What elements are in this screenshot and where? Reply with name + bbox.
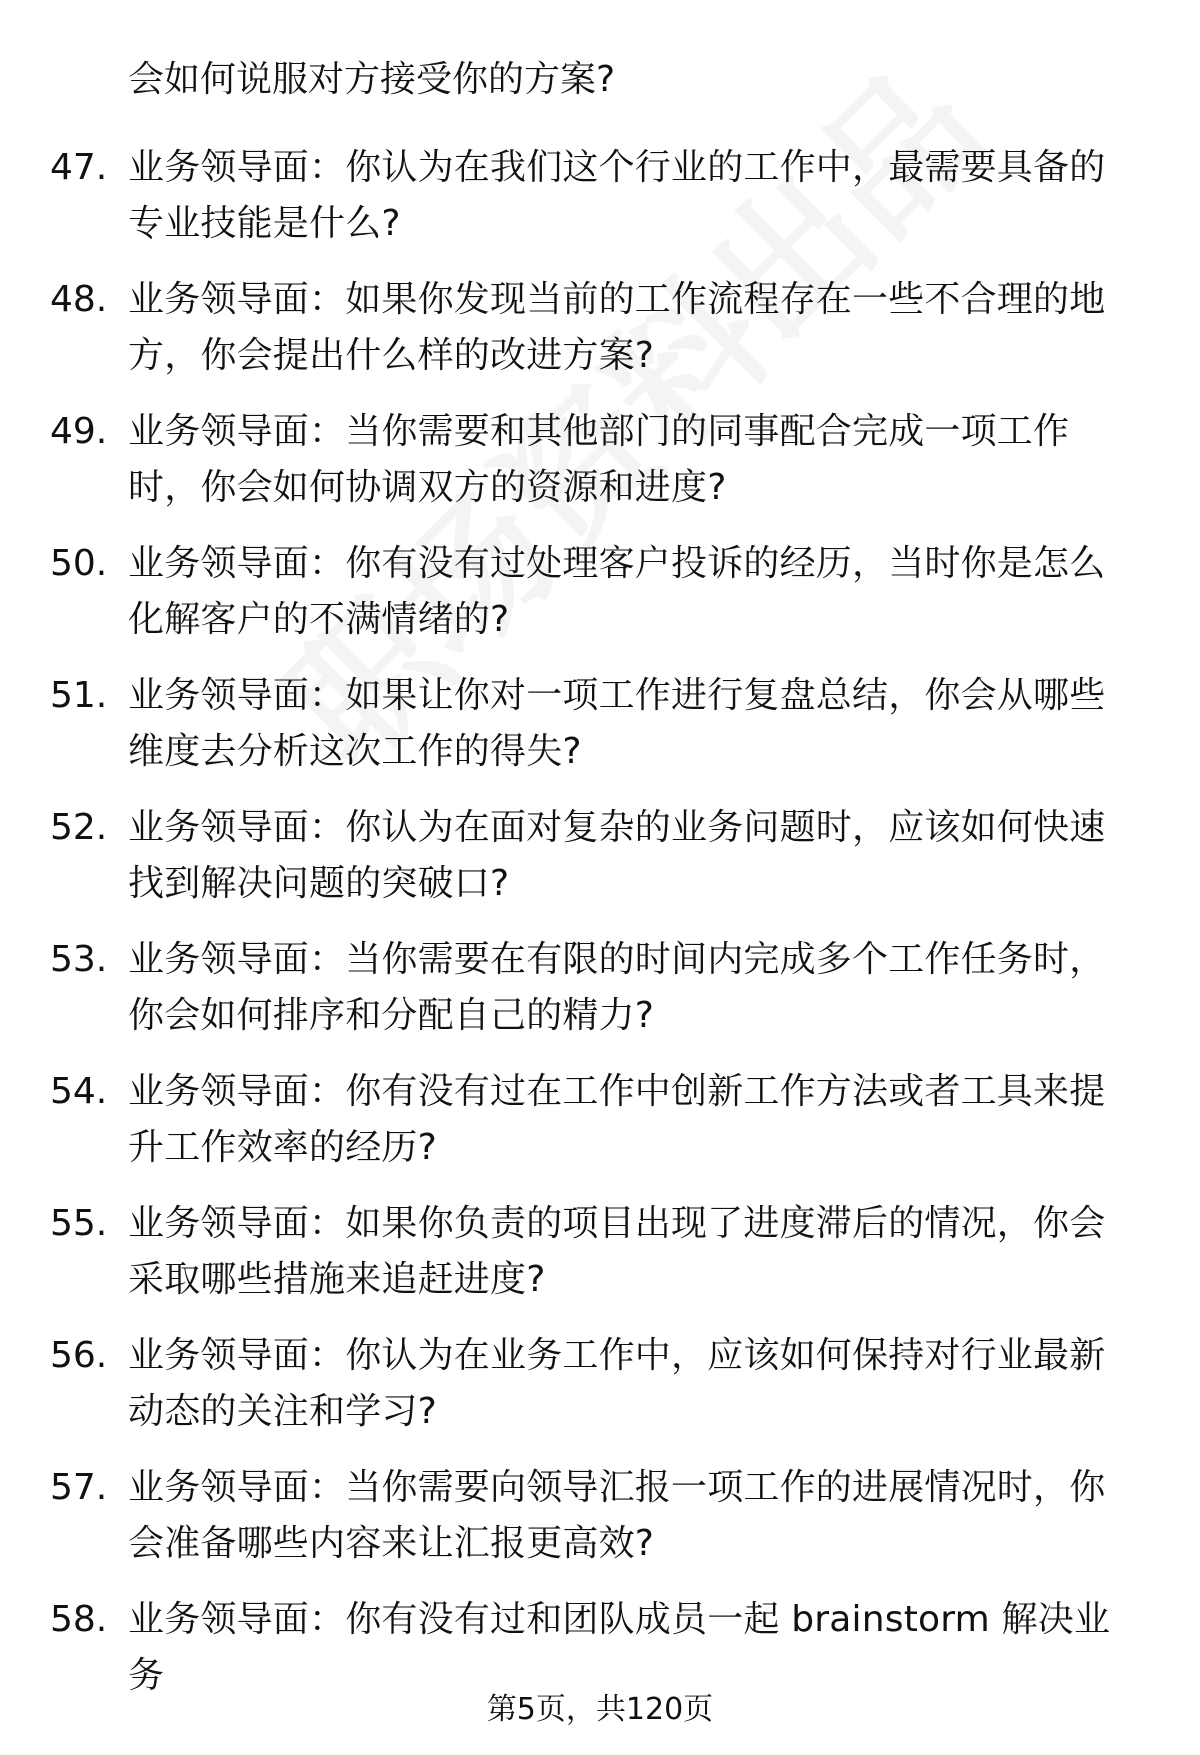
list-item (0, 404, 1200, 536)
question-text: 业务领导面：你有没有过处理客户投诉的经历，当时你是怎么化解客户的不满情绪的? (128, 543, 1106, 640)
question-number: 52. (50, 807, 108, 848)
question-number: 47. (50, 147, 108, 188)
continuation-text: 会如何说服对方接受你的方案? (128, 59, 616, 100)
question-number: 55. (50, 1203, 108, 1244)
question-text: 业务领导面：如果你发现当前的工作流程存在一些不合理的地方，你会提出什么样的改进方案? (128, 279, 1106, 376)
question-number: 51. (50, 675, 108, 716)
question-text: 业务领导面：你认为在我们这个行业的工作中，最需要具备的专业技能是什么? (128, 147, 1106, 244)
question-number: 56. (50, 1335, 108, 1376)
question-text: 业务领导面：当你需要在有限的时间内完成多个工作任务时，你会如何排序和分配自己的精力? (128, 939, 1106, 1036)
question-text: 业务领导面：你有没有过在工作中创新工作方法或者工具来提升工作效率的经历? (128, 1071, 1106, 1168)
question-text: 业务领导面：当你需要和其他部门的同事配合完成一项工作时，你会如何协调双方的资源和进度? (128, 411, 1070, 508)
list-item (0, 932, 1200, 1064)
page-footer: 第5页，共120页 (486, 1692, 714, 1727)
question-text: 业务领导面：当你需要向领导汇报一项工作的进展情况时，你会准备哪些内容来让汇报更高效? (128, 1467, 1106, 1564)
question-number: 58. (50, 1599, 108, 1640)
question-number: 53. (50, 939, 108, 980)
question-list (0, 140, 1200, 1724)
list-item (0, 1460, 1200, 1592)
question-text: 业务领导面：你有没有过和团队成员一起 brainstorm 解决业务 (128, 1599, 1111, 1696)
question-number: 57. (50, 1467, 108, 1508)
list-item (0, 1064, 1200, 1196)
question-number: 54. (50, 1071, 108, 1112)
list-item (0, 668, 1200, 800)
question-number: 50. (50, 543, 108, 584)
list-item (0, 536, 1200, 668)
question-text: 业务领导面：你认为在业务工作中，应该如何保持对行业最新动态的关注和学习? (128, 1335, 1106, 1432)
list-item (0, 800, 1200, 932)
question-text: 业务领导面：如果你负责的项目出现了进度滞后的情况，你会采取哪些措施来追赶进度? (128, 1203, 1106, 1300)
list-item (0, 1328, 1200, 1460)
list-item (0, 272, 1200, 404)
list-item (0, 140, 1200, 272)
list-item (0, 1196, 1200, 1328)
question-text: 业务领导面：你认为在面对复杂的业务问题时，应该如何快速找到解决问题的突破口? (128, 807, 1106, 904)
question-text: 业务领导面：如果让你对一项工作进行复盘总结，你会从哪些维度去分析这次工作的得失? (128, 675, 1106, 772)
question-number: 48. (50, 279, 108, 320)
question-number: 49. (50, 411, 108, 452)
